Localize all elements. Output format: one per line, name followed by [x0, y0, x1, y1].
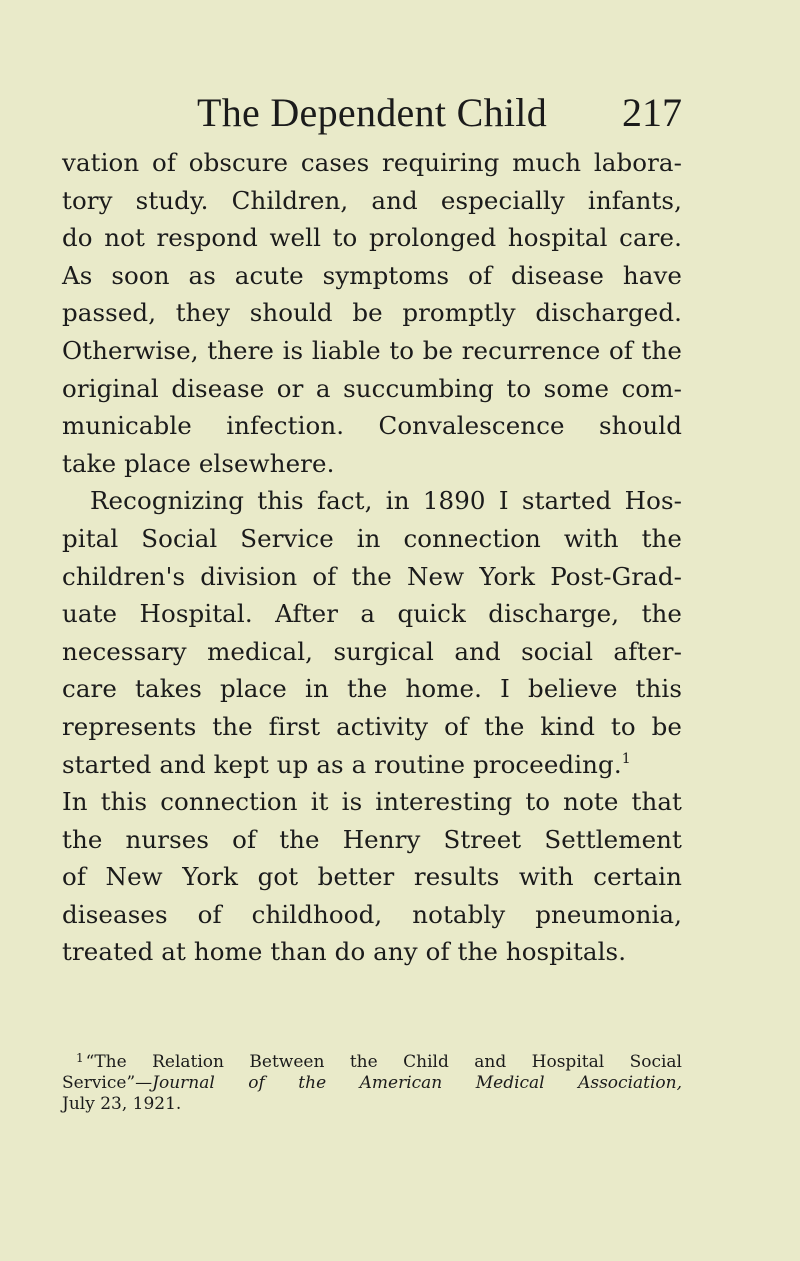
chapter-title: The Dependent Child — [196, 90, 548, 135]
text-line: municable infection. Convalescence should — [62, 411, 682, 441]
footnote-text: “The Relation Between the Child and Hospital Social — [85, 1052, 682, 1072]
text-line: do not respond well to prolonged hospital care. — [62, 223, 682, 253]
text-line: original disease or a succumbing to some com- — [62, 373, 682, 403]
text-line: take place elsewhere. — [62, 448, 335, 478]
journal-title: Journal of the American Medical Association, — [152, 1073, 682, 1093]
footnote-text: Service”— — [62, 1073, 153, 1093]
text-line: In this connection it is interesting to note that — [62, 787, 682, 817]
text-line: vation of obscure cases requiring much labora- — [62, 148, 682, 177]
footnote-line — [62, 1048, 682, 1073]
footnote-line: July 23, 1921. — [62, 1094, 182, 1114]
page-number: 217 — [622, 90, 682, 135]
text-line: tory study. Children, and especially infants, — [62, 185, 682, 215]
footnote-reference: 1 — [621, 750, 631, 767]
text-line: necessary medical, surgical and social after- — [62, 636, 682, 666]
text-line: diseases of childhood, notably pneumonia, — [62, 899, 682, 929]
footnote-marker: 1 — [76, 1051, 84, 1065]
text-line: uate Hospital. After a quick discharge, the — [62, 599, 682, 629]
footnote-line — [62, 1073, 682, 1094]
text-line: passed, they should be promptly discharged. — [62, 298, 682, 328]
text-line: As soon as acute symptoms of disease have — [62, 260, 682, 290]
text-line: of New York got better results with certain — [62, 862, 682, 892]
text-line: pital Social Service in connection with the — [62, 523, 682, 553]
running-head — [62, 88, 682, 138]
text-line: care takes place in the home. I believe this — [62, 674, 682, 704]
text-line: children's division of the New York Post-Grad- — [62, 561, 682, 591]
footnote — [62, 1048, 682, 1115]
text-line: represents the first activity of the kind to be — [62, 711, 682, 741]
text-line: the nurses of the Henry Street Settlement — [62, 824, 682, 854]
text-line: treated at home than do any of the hospitals. — [62, 937, 627, 967]
body-text — [62, 144, 682, 971]
text-line: Recognizing this fact, in 1890 I started Hos- — [90, 486, 682, 516]
text-line: started and kept up as a routine proceeding. — [62, 749, 622, 779]
text-line-with-footnote — [62, 746, 682, 784]
text-line: Otherwise, there is liable to be recurrence of the — [62, 335, 682, 365]
